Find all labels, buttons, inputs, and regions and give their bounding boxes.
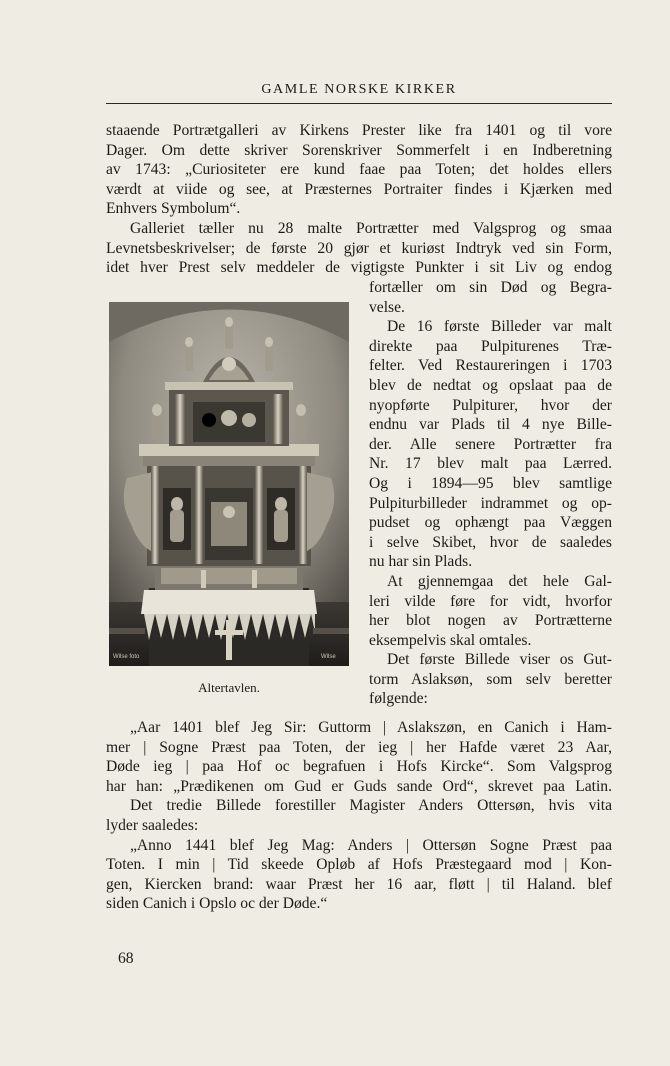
body-text-top xyxy=(106,121,612,278)
text-line: mer | Sogne Præst paa Toten, der ieg | her Hafde været 23 Aar, xyxy=(106,738,612,756)
text-line: „Anno 1441 blef Jeg Mag: Anders | Ottersøn Sogne Præst paa xyxy=(130,836,612,854)
text-line: Levnetsbeskrivelser; de første 20 gjør et kuriøst Indtryk ved sin Form, xyxy=(106,239,612,257)
text-line: værdt at viide og see, at Præsternes Portraiter findes i Kjærken med xyxy=(106,180,612,198)
text-line: fortæller om sin Død og Begra- xyxy=(369,279,612,296)
text-line: At gjennemgaa det hele Gal- xyxy=(387,572,612,590)
text-line: Og i 1894—95 blev samtlige xyxy=(369,474,612,492)
text-line: endnu var Plads til 4 nye Bille- xyxy=(369,416,612,434)
text-line: i selve Skibet, hvor de saaledes xyxy=(369,533,612,551)
text-line: følgende: xyxy=(369,690,428,708)
text-line: blev de nedtat og opslaat paa de xyxy=(369,376,612,394)
text-line: av 1743: „Curiositeter ere kund faae paa Toten; det holdes ellers xyxy=(106,161,612,179)
text-line: staaende Portrætgalleri av Kirkens Prester like fra 1401 og til vore xyxy=(106,122,612,139)
text-line: felter. Ved Restaureringen i 1703 xyxy=(369,357,612,375)
text-line: Galleriet tæller nu 28 malte Portrætter med Valgsprog og smaa xyxy=(130,219,612,237)
running-head: GAMLE NORSKE KIRKER xyxy=(261,82,457,97)
figure-caption: Altertavlen. xyxy=(198,680,260,695)
text-line: nu har sin Plads. xyxy=(369,553,473,571)
header-rule xyxy=(106,103,612,104)
text-line: Døde ieg | paa Hof oc begrafuen i Hofs Kircke“. Som Valgsprog xyxy=(106,758,612,776)
text-line: velse. xyxy=(369,298,405,316)
text-line: der. Alle senere Portrætter fra xyxy=(369,435,612,453)
text-line: Enhvers Symbolum“. xyxy=(106,200,241,218)
text-line: gen, Kiercken brand: waar Præst her 16 aar, fløtt | til Haland. blef xyxy=(106,875,612,893)
text-line: Nr. 17 blev malt paa Lærred. xyxy=(369,455,612,473)
text-line: Det første Billede viser os Gut- xyxy=(387,651,612,669)
text-line: pudset og ophængt paa Væggen xyxy=(369,514,612,532)
body-text-bottom xyxy=(106,718,612,914)
text-line: nyopførte Pulpiturer, hvor der xyxy=(369,396,612,414)
text-line: De 16 første Billeder var malt xyxy=(387,318,612,336)
text-line: direkte paa Pulpiturenes Træ- xyxy=(369,337,612,355)
text-line: eksempelvis skal omtales. xyxy=(369,631,532,649)
altarpiece-photo xyxy=(109,302,349,666)
text-line: leri vilde føre for vidt, hvorfor xyxy=(369,592,612,610)
text-line: Det tredie Billede forestiller Magister Anders Ottersøn, hvis vita xyxy=(130,797,612,815)
text-line: idet hver Prest selv meddeler de vigtigste Punkter i sit Liv og endog xyxy=(106,259,612,277)
text-line: Dager. Om dette skriver Sorenskriver Sommerfelt i en Indberetning xyxy=(106,141,612,159)
photo-credit-right: Wilse xyxy=(321,654,336,660)
text-line: siden Canich i Opslo oc der Døde.“ xyxy=(106,895,328,913)
text-line: „Aar 1401 blef Jeg Sir: Guttorm | Aslakszøn, en Canich i Ham- xyxy=(130,719,612,736)
photo-credit-left: Wilse foto xyxy=(113,654,140,660)
text-line: Pulpiturbilleder indrammet og op- xyxy=(369,494,612,512)
text-line: torm Aslaksøn, som selv beretter xyxy=(369,670,612,688)
text-line: Toten. I min | Tid skeede Opløb af Hofs Præstegaard mod | Kon- xyxy=(106,856,612,874)
text-line: lyder saaledes: xyxy=(106,816,199,834)
text-line: her blot nogen av Portrætterne xyxy=(369,612,612,630)
page-number: 68 xyxy=(118,950,134,967)
text-line: har han: „Prædikenen om Gud er Guds sande Ord“, skrevet paa Latin. xyxy=(106,777,612,795)
